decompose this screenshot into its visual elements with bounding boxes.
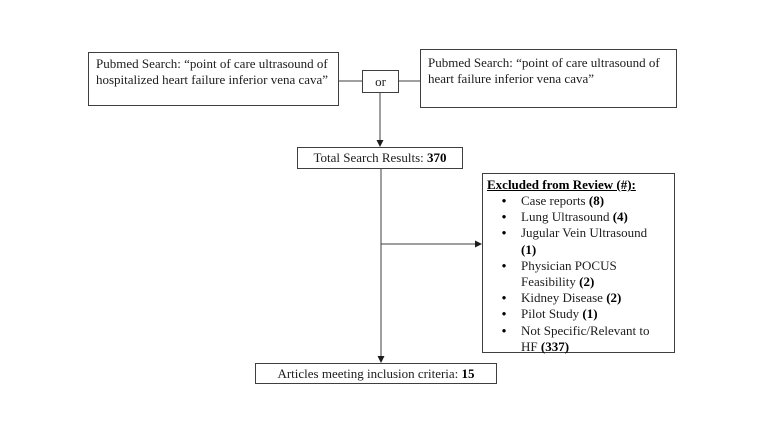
excluded-item-text: Pilot Study (1)	[521, 306, 598, 322]
excluded-item-text: Kidney Disease (2)	[521, 290, 622, 306]
total-search-results-box	[297, 147, 463, 169]
excluded-item-text: Case reports (8)	[521, 193, 605, 208]
excluded-item	[487, 225, 671, 257]
arrowhead-right-excluded	[475, 241, 482, 248]
excluded-item	[487, 306, 671, 322]
excluded-item-text: Not Specific/Relevant to HF (337)	[521, 322, 650, 354]
inclusion-label: Articles meeting inclusion criteria:	[277, 366, 459, 381]
inclusion-value: 15	[461, 366, 475, 381]
bullet-icon: ●	[501, 293, 507, 303]
or-label: or	[375, 74, 386, 89]
excluded-list	[487, 193, 671, 355]
bullet-icon: ●	[501, 196, 507, 205]
bullet-icon: ●	[501, 309, 507, 319]
excluded-item	[487, 193, 671, 209]
total-results-label: Total Search Results:	[313, 150, 424, 165]
arrowhead-down-total	[377, 140, 384, 147]
bullet-icon: ●	[501, 260, 507, 270]
excluded-item-text: Physician POCUS Feasibility (2)	[521, 257, 617, 290]
pubmed-search-box-general	[420, 49, 677, 108]
excluded-item-text: Jugular Vein Ultrasound (1)	[521, 225, 648, 257]
or-connector-box	[362, 70, 399, 93]
pubmed-search-box-hospitalized	[88, 52, 339, 106]
bullet-icon: ●	[501, 325, 507, 335]
bullet-icon: ●	[501, 212, 507, 222]
excluded-item	[487, 258, 671, 290]
pubmed-search-general-text: Pubmed Search: “point of care ultrasound of heart failure inferior vena cava”	[428, 55, 660, 86]
excluded-from-review-box	[482, 173, 675, 353]
excluded-item	[487, 290, 671, 306]
inclusion-criteria-box	[255, 363, 497, 384]
pubmed-search-hospitalized-text: Pubmed Search: “point of care ultrasound of hospitalized heart failure inferior vena cava”	[96, 56, 329, 87]
excluded-title: Excluded from Review (#):	[487, 177, 636, 192]
excluded-item	[487, 209, 671, 225]
excluded-item	[487, 323, 671, 355]
arrowhead-down-inclusion	[378, 356, 385, 363]
excluded-item-text: Lung Ultrasound (4)	[521, 209, 628, 225]
bullet-icon: ●	[501, 228, 507, 238]
total-results-value: 370	[427, 150, 447, 165]
